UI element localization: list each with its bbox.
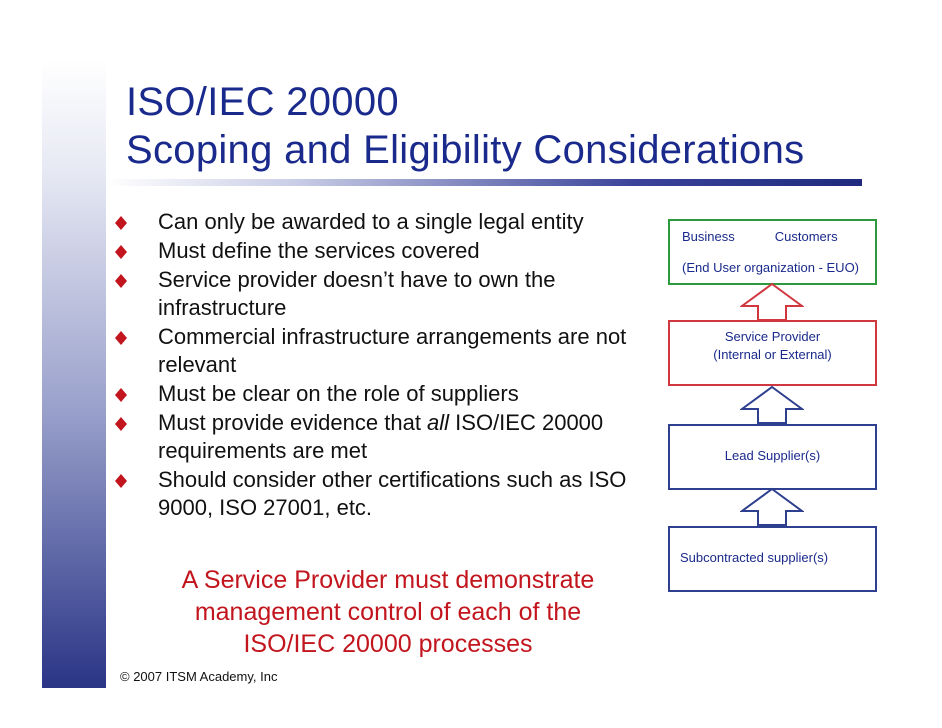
service-provider-box: [668, 320, 877, 386]
up-arrow-icon: [740, 487, 804, 527]
business-row: [682, 229, 838, 244]
bullet-text: Can only be awarded to a single legal entity: [158, 209, 584, 234]
callout-text: [150, 564, 626, 660]
bullet-item: [114, 208, 654, 236]
bullet-item: [114, 323, 658, 379]
diamond-bullet-icon: [114, 216, 128, 230]
bullet-list: [114, 208, 654, 523]
business-customers-box: [668, 219, 877, 285]
bullet-item: [114, 237, 654, 265]
diamond-bullet-icon: [114, 417, 128, 431]
bullet-item: [114, 266, 628, 322]
slide-title: [126, 78, 804, 174]
diamond-bullet-icon: [114, 331, 128, 345]
diamond-bullet-icon: [114, 245, 128, 259]
bullet-text: Service provider doesn’t have to own the infrastructure: [158, 267, 556, 320]
bullet-item: [114, 409, 648, 465]
diamond-bullet-icon: [114, 474, 128, 488]
bullet-item: [114, 380, 654, 408]
business-label: Business: [682, 229, 735, 244]
up-arrow-icon: [740, 385, 804, 425]
decorative-left-bar: [42, 60, 106, 688]
bullet-text: Must be clear on the role of suppliers: [158, 381, 519, 406]
bullet-text: Must define the services covered: [158, 238, 480, 263]
callout-line-1: A Service Provider must demonstrate: [181, 566, 595, 594]
up-arrow-icon: [740, 282, 804, 322]
title-underline: [106, 179, 862, 186]
title-line-1: ISO/IEC 20000: [126, 80, 399, 124]
diamond-bullet-icon: [114, 274, 128, 288]
diamond-bullet-icon: [114, 388, 128, 402]
customers-label: Customers: [774, 229, 838, 244]
bullet-item: [114, 466, 628, 522]
bullet-text-before: Must provide evidence that: [158, 410, 428, 435]
bullet-text-emphasis: all: [427, 410, 450, 435]
bullet-text-after: ISO/IEC 20000 requirements are met: [158, 410, 604, 463]
callout-line-2: management control of each of the: [194, 598, 582, 626]
title-line-2: Scoping and Eligibility Considerations: [126, 128, 805, 172]
euo-label: (End User organization - EUO): [682, 260, 860, 275]
bullet-text: Commercial infrastructure arrangements are not relevant: [158, 324, 627, 377]
service-provider-label: Service Provider: [724, 329, 821, 344]
bullet-text: Should consider other certifications such as ISO 9000, ISO 27001, etc.: [158, 467, 627, 520]
callout-line-3: ISO/IEC 20000 processes: [243, 630, 533, 658]
lead-supplier-label: Lead Supplier(s): [724, 448, 821, 463]
lead-supplier-box: [668, 424, 877, 490]
internal-external-label: (Internal or External): [713, 347, 832, 362]
subcontracted-supplier-box: [668, 526, 877, 592]
copyright-footer: © 2007 ITSM Academy, Inc: [120, 669, 278, 684]
subcontracted-supplier-label: Subcontracted supplier(s): [680, 550, 829, 565]
